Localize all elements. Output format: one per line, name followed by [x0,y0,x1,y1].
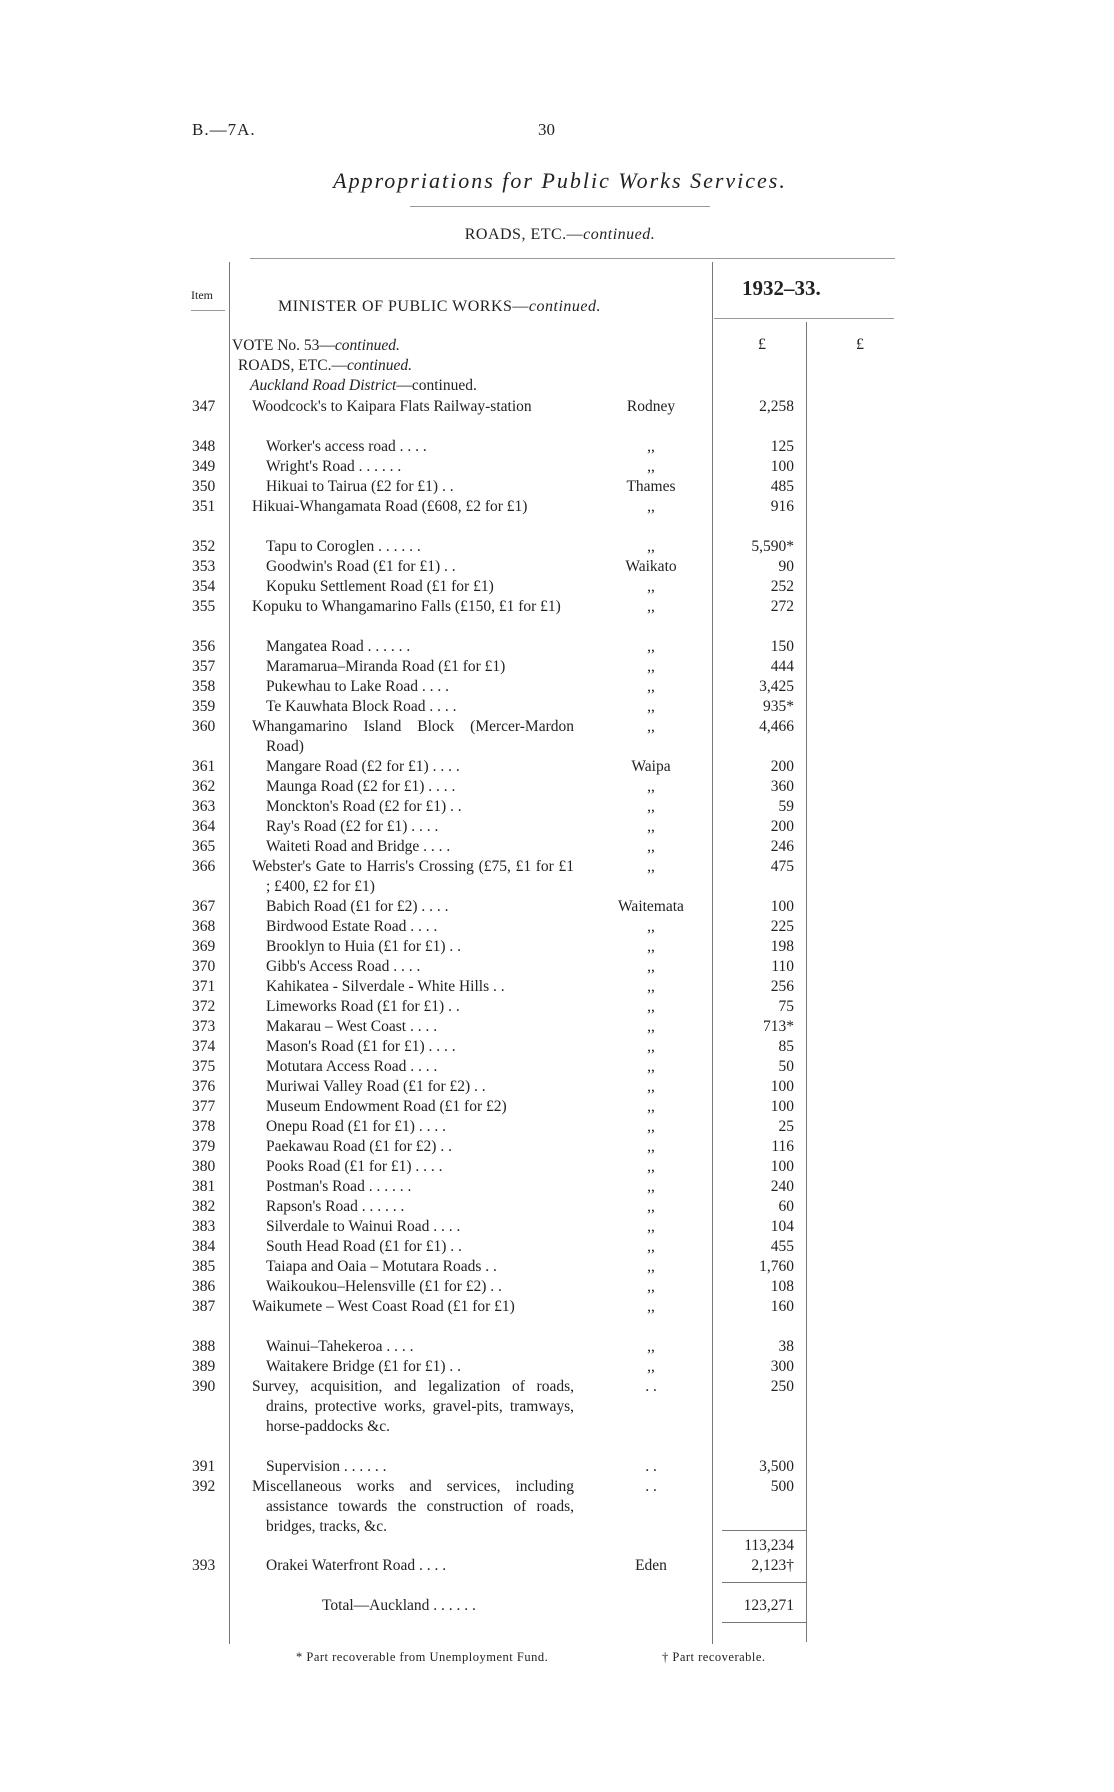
item-description: Hikuai to Tairua (£2 for £1) . . [266,478,454,495]
item-amount: 110 [771,958,794,975]
item-description: Babich Road (£1 for £2) . . . . [266,898,449,915]
item-district: ,, [647,718,655,735]
item-district: ,, [647,1018,655,1035]
item-number: 354 [192,578,216,595]
item-description: Motutara Access Road . . . . [266,1058,438,1075]
item-description: Orakei Waterfront Road . . . . [266,1557,447,1574]
item-amount: 246 [770,838,794,855]
item-description: Tapu to Coroglen . . . . . . [266,538,421,555]
item-amount: 485 [770,478,794,495]
item-number: 365 [192,838,216,855]
item-number: 364 [192,818,216,835]
item-amount: 2,258 [759,398,794,415]
item-district: ,, [647,498,655,515]
item-amount: 150 [770,638,794,655]
item-district: ,, [647,978,655,995]
item-amount: 455 [770,1238,794,1255]
page-number: 30 [538,120,555,139]
item-amount: 250 [770,1378,794,1395]
item-number: 378 [192,1118,216,1135]
item-number: 356 [192,638,216,655]
item-district: ,, [647,798,655,815]
item-number: 358 [192,678,216,695]
roads-heading: ROADS, ETC.—continued. [238,357,412,374]
item-amount: 90 [778,558,794,575]
item-number: 393 [192,1557,216,1574]
item-amount: 59 [778,798,794,815]
item-description: Mason's Road (£1 for £1) . . . . [266,1038,456,1055]
item-description: Waiteti Road and Bridge . . . . [266,838,451,855]
item-amount: 85 [778,1038,794,1055]
item-number: 385 [192,1258,216,1275]
item-number: 362 [192,778,216,795]
item-number: 348 [192,438,216,455]
item-district: ,, [647,998,655,1015]
item-amount: 225 [770,918,794,935]
item-amount: 252 [770,578,794,595]
item-column-header: Item [191,288,213,302]
item-number: 359 [192,698,216,715]
item-description: Pukewhau to Lake Road . . . . [266,678,449,695]
item-number: 373 [192,1018,216,1035]
item-district: ,, [647,1218,655,1235]
item-district: ,, [647,638,655,655]
item-description: Goodwin's Road (£1 for £1) . . [266,558,456,575]
item-amount: 2,123† [751,1557,794,1574]
pound-sign-col2: £ [856,336,864,353]
item-description: Maunga Road (£2 for £1) . . . . [266,778,456,795]
item-amount: 38 [778,1338,794,1355]
item-amount: 713* [763,1018,794,1035]
item-amount: 125 [770,438,794,455]
item-description: Monckton's Road (£2 for £1) . . [266,798,462,815]
item-description: Museum Endowment Road (£1 for £2) [266,1098,507,1115]
item-district: ,, [647,1158,655,1175]
item-district: ,, [647,458,655,475]
item-description: Survey, acquisition, and legalization of roads, drains, protective works, gravel-pits, tramways, horse-paddocks &c. [252,1378,574,1435]
item-number: 360 [192,718,216,735]
item-amount: 1,760 [759,1258,794,1275]
item-amount: 100 [770,458,794,475]
item-number: 383 [192,1218,216,1235]
item-description: Wright's Road . . . . . . [266,458,402,475]
item-district: ,, [647,438,655,455]
page-title: Appropriations for Public Works Services. [333,168,787,193]
item-number: 387 [192,1298,216,1315]
item-description: South Head Road (£1 for £1) . . [266,1238,462,1255]
item-description: Makarau – West Coast . . . . [266,1018,438,1035]
item-description: Rapson's Road . . . . . . [266,1198,405,1215]
item-number: 357 [192,658,216,675]
item-district: ,, [647,1118,655,1135]
item-district: ,, [647,1178,655,1195]
document-reference: B.—7A. [192,120,256,139]
item-number: 372 [192,998,216,1015]
item-district: . . [645,1478,657,1495]
ministry-header: MINISTER OF PUBLIC WORKS—continued. [278,298,601,315]
item-number: 382 [192,1198,216,1215]
item-district: Eden [635,1557,667,1574]
item-amount: 200 [770,758,794,775]
item-description: Ray's Road (£2 for £1) . . . . [266,818,439,835]
footnote-star: * Part recoverable from Unemployment Fund. [296,1650,549,1664]
item-number: 379 [192,1138,216,1155]
item-amount: 100 [770,1158,794,1175]
item-district: ,, [647,858,655,875]
item-district: ,, [647,838,655,855]
item-district: ,, [647,678,655,695]
item-district: ,, [647,1238,655,1255]
item-district: Waitemata [618,898,684,915]
item-district: ,, [647,1338,655,1355]
item-description: Taiapa and Oaia – Motutara Roads . . [266,1258,497,1275]
item-district: ,, [647,918,655,935]
item-amount: 4,466 [759,718,794,735]
item-description: Muriwai Valley Road (£1 for £2) . . [266,1078,486,1095]
item-amount: 100 [770,1078,794,1095]
item-district: Rodney [626,398,676,415]
item-amount: 360 [770,778,794,795]
item-description: Paekawau Road (£1 for £2) . . [266,1138,452,1155]
item-description: Pooks Road (£1 for £1) . . . . [266,1158,443,1175]
item-amount: 75 [778,998,794,1015]
item-amount: 198 [770,938,794,955]
item-description: Gibb's Access Road . . . . [266,958,421,975]
item-district: ,, [647,1058,655,1075]
item-district: Waipa [631,758,671,775]
item-description: Kopuku to Whangamarino Falls (£150, £1 for £1) [252,598,561,615]
item-amount: 60 [778,1198,794,1215]
item-amount: 100 [770,1098,794,1115]
item-district: ,, [647,598,655,615]
vote-heading: VOTE No. 53—continued. [232,337,400,354]
item-description: Mangatea Road . . . . . . [266,638,411,655]
item-amount: 3,500 [759,1458,794,1475]
item-description: Webster's Gate to Harris's Crossing (£75, £1 for £1 ; £400, £2 for £1) [252,858,574,895]
item-number: 377 [192,1098,216,1115]
item-description: Te Kauwhata Block Road . . . . [266,698,457,715]
item-district: ,, [647,1038,655,1055]
item-description: Wainui–Tahekeroa . . . . [266,1338,414,1355]
item-amount: 475 [770,858,794,875]
item-district: ,, [647,778,655,795]
item-number: 389 [192,1358,216,1375]
item-description: Hikuai-Whangamata Road (£608, £2 for £1) [252,498,528,515]
item-description: Maramarua–Miranda Road (£1 for £1) [266,658,506,675]
item-district: ,, [647,1078,655,1095]
item-number: 366 [192,858,216,875]
item-district: ,, [647,538,655,555]
item-amount: 160 [770,1298,794,1315]
item-district: ,, [647,1138,655,1155]
item-amount: 25 [778,1118,794,1135]
item-number: 352 [192,538,216,555]
item-district: ,, [647,1298,655,1315]
item-number: 368 [192,918,216,935]
item-number: 391 [192,1458,216,1475]
item-number: 347 [192,398,216,415]
item-number: 355 [192,598,216,615]
item-description: Onepu Road (£1 for £1) . . . . [266,1118,446,1135]
item-district: ,, [647,1098,655,1115]
item-number: 369 [192,938,216,955]
item-district: ,, [647,1358,655,1375]
item-description: Limeworks Road (£1 for £1) . . [266,998,460,1015]
item-district: ,, [647,698,655,715]
item-description: Miscellaneous works and services, including assistance towards the construction of roads, bridges, tracks, &c. [252,1478,574,1535]
item-amount: 116 [771,1138,794,1155]
item-description: Woodcock's to Kaipara Flats Railway-station [252,398,532,415]
subtotal-rule [722,1530,806,1531]
item-amount: 200 [770,818,794,835]
item-district: ,, [647,1258,655,1275]
item-amount: 5,590* [751,538,794,555]
item-description: Waikoukou–Helensville (£1 for £2) . . [266,1278,502,1295]
item-district: . . [645,1458,657,1475]
item-amount: 3,425 [759,678,794,695]
item-number: 363 [192,798,216,815]
item-number: 392 [192,1478,216,1495]
item-amount: 935* [763,698,794,715]
item-number: 388 [192,1338,216,1355]
item-amount: 916 [770,498,794,515]
item-amount: 256 [770,978,794,995]
item-district: ,, [647,658,655,675]
item-amount: 108 [770,1278,794,1295]
item-number: 381 [192,1178,216,1195]
district-heading: Auckland Road District—continued. [250,377,477,394]
item-description: Waitakere Bridge (£1 for £1) . . [266,1358,462,1375]
item-district: Waikato [625,558,677,575]
item-description: Worker's access road . . . . [266,438,427,455]
item-district: ,, [647,818,655,835]
item-description: Kahikatea - Silverdale - White Hills . . [266,978,505,995]
item-description: Kopuku Settlement Road (£1 for £1) [266,578,494,595]
total-label: Total—Auckland . . . . . . [322,1597,476,1614]
item-description: Silverdale to Wainui Road . . . . [266,1218,461,1235]
item-number: 371 [192,978,216,995]
item-number: 390 [192,1378,216,1395]
item-number: 384 [192,1238,216,1255]
total-bottom-rule [722,1622,806,1623]
item-description: Brooklyn to Huia (£1 for £1) . . [266,938,462,955]
item-amount: 50 [778,1058,794,1075]
item-number: 361 [192,758,216,775]
item-description: Waikumete – West Coast Road (£1 for £1) [252,1298,515,1315]
item-number: 370 [192,958,216,975]
item-amount: 104 [770,1218,794,1235]
item-amount: 300 [770,1358,794,1375]
item-district: ,, [647,958,655,975]
subtotal-amount: 113,234 [744,1537,794,1554]
item-description: Mangare Road (£2 for £1) . . . . [266,758,460,775]
item-district: ,, [647,1278,655,1295]
item-amount: 240 [770,1178,794,1195]
item-description: Postman's Road . . . . . . [266,1178,412,1195]
footnote-dagger: † Part recoverable. [662,1650,766,1664]
total-amount: 123,271 [743,1597,794,1614]
item-number: 376 [192,1078,216,1095]
pound-sign-col1: £ [758,336,766,353]
item-description: Birdwood Estate Road . . . . [266,918,438,935]
item-number: 380 [192,1158,216,1175]
item-number: 353 [192,558,216,575]
total-top-rule [722,1582,806,1583]
item-amount: 444 [770,658,794,675]
year-header: 1932–33. [742,276,821,300]
item-district: ,, [647,1198,655,1215]
section-heading: ROADS, ETC.—continued. [464,226,656,243]
item-amount: 500 [770,1478,794,1495]
item-number: 367 [192,898,216,915]
item-number: 374 [192,1038,216,1055]
item-number: 375 [192,1058,216,1075]
item-district: . . [645,1378,657,1395]
item-district: ,, [647,578,655,595]
item-district: Thames [626,478,676,495]
item-number: 351 [192,498,216,515]
item-description: Whangamarino Island Block (Mercer-Mardon Road) [252,718,574,755]
item-description: Supervision . . . . . . [266,1458,387,1475]
item-number: 349 [192,458,216,475]
item-amount: 272 [770,598,794,615]
item-district: ,, [647,938,655,955]
item-amount: 100 [770,898,794,915]
item-number: 350 [192,478,216,495]
item-number: 386 [192,1278,216,1295]
